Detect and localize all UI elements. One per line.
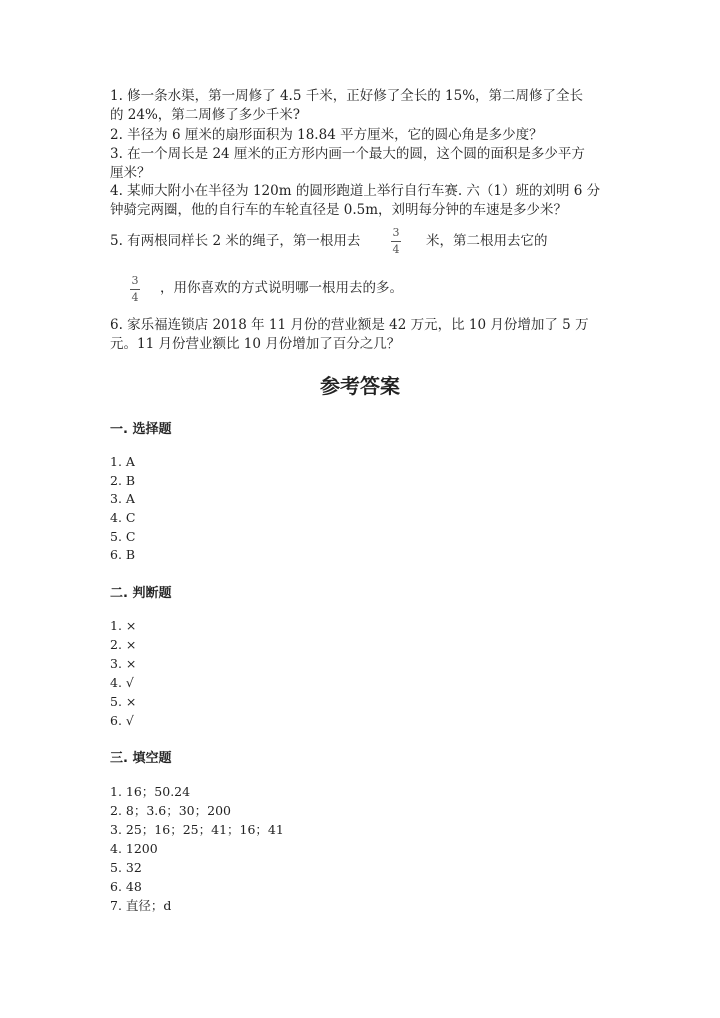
- answer-item: 1. ×: [110, 618, 137, 633]
- answer-item: 4. C: [110, 510, 136, 525]
- question-5-part-3: ，用你喜欢的方式说明哪一根用去的多。: [160, 280, 403, 296]
- answer-item: 6. 48: [110, 879, 142, 894]
- question-5-fraction-1: [391, 227, 401, 256]
- section-title-judgement: 二. 判断题: [110, 586, 172, 601]
- question-3-line-1: 3. 在一个周长是 24 厘米的正方形内画一个最大的圆，这个圆的面积是多少平方: [110, 146, 585, 162]
- answer-item: 7. 直径；d: [110, 898, 172, 913]
- fraction-2-denominator: 4: [131, 291, 139, 304]
- answer-item: 6. √: [110, 713, 134, 728]
- answer-item: 2. B: [110, 473, 136, 488]
- fraction-1-numerator: 3: [392, 226, 400, 239]
- answer-item: 1. 16；50.24: [110, 784, 191, 799]
- fraction-1-bar: [391, 241, 401, 242]
- answer-item: 5. C: [110, 529, 136, 544]
- answer-item: 4. √: [110, 675, 134, 690]
- answer-item: 2. 8；3.6；30；200: [110, 803, 231, 818]
- question-6-line-1: 6. 家乐福连锁店 2018 年 11 月份的营业额是 42 万元，比 10 月份增加了 5 万: [110, 317, 589, 333]
- answers-title: 参考答案: [320, 374, 400, 398]
- question-5-part-1: 5. 有两根同样长 2 米的绳子，第一根用去: [110, 233, 361, 249]
- fraction-1-denominator: 4: [392, 243, 400, 256]
- question-6-line-2: 元。11 月份营业额比 10 月份增加了百分之几？: [110, 336, 401, 352]
- answer-item: 4. 1200: [110, 841, 158, 856]
- section-title-choice: 一. 选择题: [110, 422, 172, 437]
- question-4-line-1: 4. 某师大附小在半径为 120m 的圆形跑道上举行自行车赛. 六（1）班的刘明 6 分: [110, 183, 601, 199]
- answer-item: 3. A: [110, 491, 135, 506]
- question-4-line-2: 钟骑完两圈，他的自行车的车轮直径是 0.5m，刘明每分钟的车速是多少米？: [110, 202, 568, 218]
- answer-item: 3. ×: [110, 656, 137, 671]
- answer-item: 2. ×: [110, 637, 137, 652]
- answer-item: 6. B: [110, 547, 136, 562]
- answer-item: 5. 32: [110, 860, 142, 875]
- question-2-line-1: 2. 半径为 6 厘米的扇形面积为 18.84 平方厘米，它的圆心角是多少度？: [110, 127, 543, 143]
- question-1-line-2: 的 24%，第二周修了多少千米?: [110, 107, 301, 123]
- answer-item: 5. ×: [110, 694, 137, 709]
- answer-item: 3. 25；16；25；41；16；41: [110, 822, 284, 837]
- fraction-2-bar: [130, 289, 140, 290]
- section-title-fill-in: 三. 填空题: [110, 751, 172, 766]
- question-1-line-1: 1. 修一条水渠，第一周修了 4.5 千米，正好修了全长的 15%，第二周修了全长: [110, 88, 584, 104]
- answer-item: 1. A: [110, 454, 135, 469]
- fraction-2-numerator: 3: [131, 274, 139, 287]
- question-5-fraction-2: [130, 275, 140, 304]
- question-3-line-2: 厘米？: [110, 165, 151, 181]
- question-5-part-2: 米，第二根用去它的: [426, 233, 548, 249]
